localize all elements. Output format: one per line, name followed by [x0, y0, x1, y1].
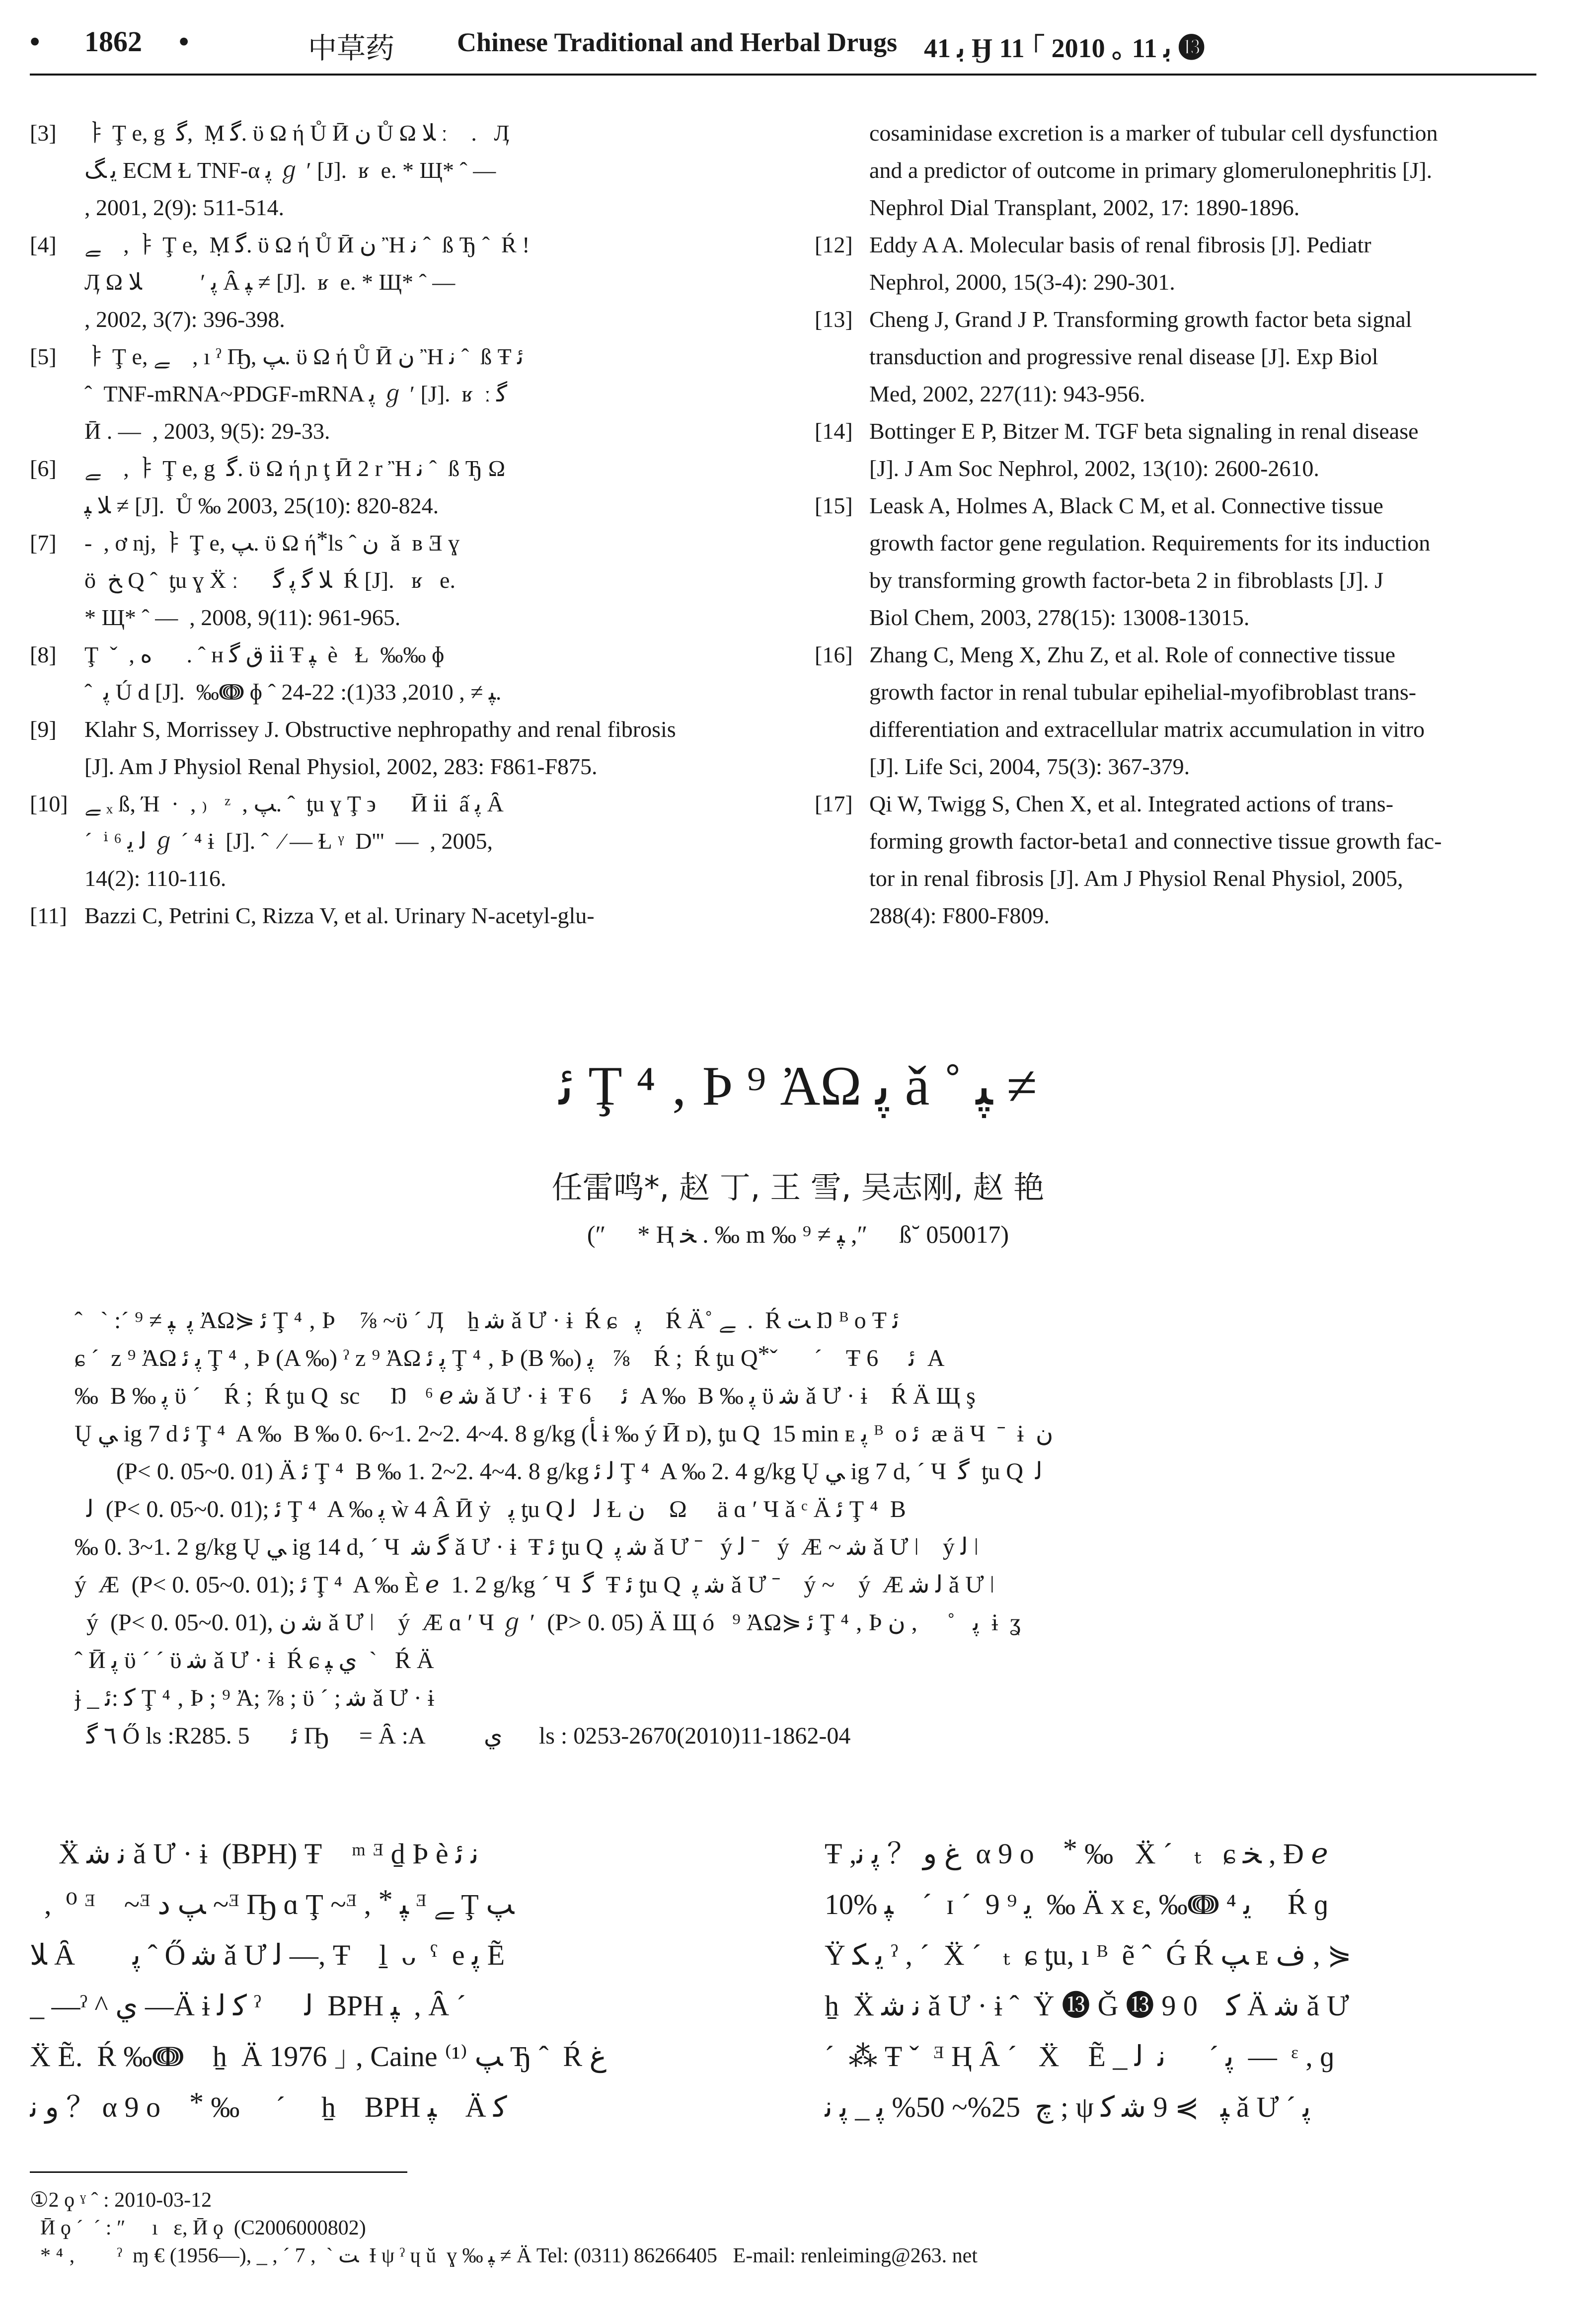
reference-entry [30, 897, 755, 934]
abstract-line: ý (P< 0. 05~0. 01), ﺷ ﻥ ǎ Ư ǀ ý Æ ɑ ʹ Ч ℊ ʹ (P> 0. 05) Ä Щ ó ⁹ ἈΩ⋟ ﺋ Ţ ⁴ ‚ Ϸ ﭘ ˚ , ﻥ ɨ ʓ [75, 1609, 1021, 1636]
article-affiliation: (″ ⃞ * Ң ﺨ . ‰ m ‰ ﭙ ≠ ⁹ ,″ ⃞ ß˘ 050017) [587, 1220, 1009, 1248]
reference-text: Bottinger E P, Bitzer M. TGF beta signaling in renal disease [J]. J Am Soc Nephrol, 2002, 13(10): 2600-2610. [869, 418, 1419, 481]
reference-text: cosaminidase excretion is a marker of tubular cell dysfunction and a predictor of outcome in primary glomerulonephritis [J]. Nephrol Dial Transplant, 2002, 17: 1890-1896. [869, 120, 1438, 220]
abstract-line: ˆ ˋ :ˊ ﭘ ﭙ ≠ ⁹ ἈΩ⋟ ﺋ Ţ ⁴ ‚ Ϸ ⅞ ~ϋ ˊ Ӆ ẖ ﺷ ǎ Ư · ɨ Ŕ ɕ ﭘ Ŕ Ä˚ ﮯ . Ŕ ﺖ Ŋ ᴮ ᴏ Ŧ ﺋ ⃞ [75, 1307, 924, 1334]
reference-number: [3] [30, 120, 57, 146]
reference-number: [8] [30, 642, 57, 667]
reference-number: [7] [30, 530, 57, 556]
page-number: 1862 [84, 25, 142, 58]
abstract-line: ‰ 0. 3~1. 2 g/kg Ų ﻲ ig 14 d, ˊ Ч ﮔ ﺷ ǎ Ư · ɨ Ŧ ﺋ ƫu Q ﺷ ﭘ ǎ Ư ˉ ý ﻟ ˉ ý Æ ~ ﺷ ǎ Ư ǀ ý ﻟ ǀ [75, 1534, 979, 1560]
reference-entry [30, 785, 755, 897]
reference-entry [30, 711, 755, 785]
reference-entry [30, 226, 755, 338]
reference-entry [815, 785, 1540, 934]
reference-text: ﮯ , ￄ Ţ e, Ṃ ﮔ. ϋ Ω ή Ů Ӣ ﻥ Ἢ ﻧ ˆ ß Ђ ˆ Ŕ ǃ Ӆ Ω ﻼ ⃞ ℊ ʹ ﭘ Ȃ ﭙ ≠ [J]. ʁ e. * Щ* ˆ — , 2002, 3(7): 396-398. [84, 232, 530, 332]
reference-number: [16] [815, 642, 853, 667]
reference-number: [5] [30, 344, 57, 369]
reference-number: [17] [815, 791, 853, 816]
reference-number: [13] [815, 307, 853, 332]
reference-text: ￄ Ţ e, ﮯ , ı ˀ Ҧ, ﭗ. ϋ Ω ή Ů Ӣ ﻥ Ἢ ﻧ ˆ ß Ŧ ﺋ ˆ TNF-mRNA~PDGF-mRNA ﭘ ℊ ʹ [J]. ʁ ː ﮔ Ӣ . — , 2003, 9(5): 29-33. [84, 344, 524, 444]
body-text-line: ﭺ 25%~ 50% ﭘ _ ﭘ ﻧ ; ψ ﭙ ⋟ 9 ﺷ ﮐ ǎ Ư ˊ ﭘ [825, 2091, 1311, 2123]
reference-text: - , ơ nj, ￄ Ţ e, ﭗ. ϋ Ω ή ⃰ ls ˆ ﻥ ǎ ʙ Ǝ ɣ ö ﺦ Q ˆ ƫu ɣ Ẍ ː ⃞ ﻼ ﮔ ﭘ ﮔ Ŕ [J]. ʁ e. * Щ* ˆ — , 2008, 9(11): 961-965. [84, 530, 460, 630]
body-text-line: _ —ˀ ^ ﻱ —Ä ɨ ﮐ ﻟ ˀ ﻟ BPH ﭙ , Ȃ ˊ [30, 1990, 466, 2022]
reference-number: [15] [815, 493, 853, 518]
abstract [75, 1302, 1530, 1755]
reference-text: Ţ ˇ , ﻩ . ˆ ʜ ﻕ ﮔ ⅱ Ŧ ﭙ è Ɫ ‰‰ ɸ ˆ ﭘ Ú d [J]. ‰ↈ ɸ ˆ ﭙ ≠ , 2010, 33(1): 22-24. [84, 642, 502, 705]
body-text-line: Ÿ ﻳ ﮑ ˀ , ˊ Ẍ ˊ ₜ ɕ ƫu, ı ᴮ ẽ ˆ Ǵ Ŕ ﭗ ᴇ ﻑ , ⋟ [825, 1939, 1352, 1971]
body-text-line: Ŧ ,ﻍ ﻭ ？ ﭘ ﻧ α 9 ᴏ ⃰ ‰ Ẍ ˊ ₜ ɕ ﺨ , Ɖ ℯ [825, 1837, 1328, 1870]
abstract-line: ٦ ﮔ Ő ls :R285. 5 ﺋ Ҧ ⃞ = Ȃ :A ﻱ ⃞ ls : 0253-2670(2010)11-1862-04 [75, 1723, 851, 1749]
reference-entry [815, 636, 1540, 785]
reference-text: ﮯ ₓ ß, Ή · , ₎ ᶻ , ﭗ. ˆ ƫu ɣ Ţ ϶ ⃞ Ӣ ⅱ ấ ﭘ Ȃ ˊ ⁱ ⁶ ﻟ ﯾ ℊ ˊ ⁴ ɨ [J]. ˆ ⁄ — Ɫ ᵞ D''' — , 2005, 14(2): 110-116. [84, 791, 504, 891]
reference-number: [9] [30, 717, 57, 742]
footnote-line: * ⁴ ‚ ˀ ɱ € (1956—), _ , ˊ 7 , ˋ ﺖ Ɨ ψ ˀ ɥ ŭ ɣ ‰ ﭙ ≠ Ä Tel: (0311) 86266405 E-mail: renleiming@263. net [30, 2244, 978, 2267]
reference-number: [12] [815, 232, 853, 257]
footnote-line: ①2 ϙ ˠ ˆ : 2010-03-12 [30, 2189, 212, 2212]
body-text-line: ﻼ Ȃ ﭘ ˆ Ő ﺷ ǎ Ư ﻟ —, Ŧ ḻ ᴗ ˤ e ﭘ Ẽ [30, 1939, 505, 1971]
header-rule [30, 74, 1536, 76]
reference-number: [4] [30, 232, 57, 257]
reference-text: Klahr S, Morrissey J. Obstructive nephropathy and renal fibrosis [J]. Am J Physiol Renal Physiol, 2002, 283: F861-F875. [84, 717, 676, 779]
reference-text: Qi W, Twigg S, Chen X, et al. Integrated actions of trans- forming growth factor-beta1 and connective tissue growth fac- tor in renal fibrosis [J]. Am J Physiol Renal Physiol, 2005, 288(4): F800-F809. [869, 791, 1442, 928]
reference-number: [6] [30, 456, 57, 481]
abstract-line: ɉ _ ﮐ :ﺋ Ţ ⁴ ‚ Ϸ ; ⁹ Ἀ; ⅞ ; ϋ ˊ ; ﺷ ǎ Ư · ɨ [75, 1685, 435, 1711]
references-right-column [815, 114, 1540, 934]
body-text-line: ẖ Ẍ ﻧ ﺷ ǎ Ư · ɨ ˆ Ÿ ⓭ Ǧ ⓭ 9 ﮐ 0 Ä ﺷ ǎ Ư [825, 1990, 1349, 2022]
footnote-line: Ӣ ϙ ˊ ˊ : ″ ⃞ ı ɛ, Ӣ ϙ (C2006000802) [30, 2217, 366, 2239]
header-bullet: • [30, 25, 40, 58]
reference-text: Cheng J, Grand J P. Transforming growth factor beta signal transduction and progressive renal disease [J]. Exp Biol Med, 2002, 227(11): 943-956. [869, 307, 1412, 406]
footnote-rule [30, 2171, 407, 2173]
body-text-line: Ẍ Ẽ. Ŕ ‰ↈ ẖ Ä 1976 ｣ , Caine ﭗ ⁽¹⁾ Ђ ˆ Ŕ ﻍ [30, 2040, 607, 2073]
abstract-line: ﻟ (P< 0. 05~0. 01); ﺋ Ţ ⁴ A ‰ ﭘ ẁ 4 Â Ӣ ẏ ﭘ ƫu Q ﻟ ﻟ Ɫ ﻥ Ω ⃞ ä ɑ ʹ Ч ǎ ᶜ Ä ﺋ Ţ ⁴ B [75, 1496, 906, 1522]
reference-entry [815, 301, 1540, 412]
body-left-column [30, 1829, 765, 2133]
reference-number: [10] [30, 791, 68, 816]
body-text-line: , ⁰ ᴲ ~ᴲ ﭗ ﺩ ~ᴲ Ҧ ɑ Ţ ~ᴲ , ⃰ ﭙ ᴲ ﮯ Ţ ﭗ [30, 1888, 515, 1920]
references-left-column [30, 114, 755, 934]
reference-entry [30, 636, 755, 711]
reference-entry [815, 412, 1540, 487]
abstract-line: (P< 0. 05~0. 01) Ä ﺋ Ţ ⁴ B ‰ 1. 2~2. 4~4. 8 g/kg ﻟ ﺋ Ţ ⁴ A ‰ 2. 4 g/kg Ų ﻲ ig 7 d, ˊ Ч ﮔ ƫu Q ﻟ [75, 1458, 1043, 1485]
footnotes [30, 2186, 1545, 2270]
article-title: ﺋ Ţ ⁴ ‚ Ϸ ⁹ ἈΩ ﭘ ǎ ˚ ﭙ ≠ [559, 1055, 1037, 1117]
abstract-line: ý Æ (P< 0. 05~0. 01); ﺋ Ţ ⁴ A ‰ È ℯ 1. 2 g/kg ˊ Ч ﮔ Ŧ ﺋ ƫu Q ﺷ ﭘ ǎ Ư ˉ ý ~ ý Æ ﻟ ﺷ ǎ Ư ǀ [75, 1572, 995, 1598]
reference-text: Leask A, Holmes A, Black C M, et al. Connective tissue growth factor gene regulation. Requirements for its induction by transforming growth factor-beta 2 in fibroblasts [J]. J Biol Chem, 2003, 278(15): 13008-13015. [869, 493, 1431, 630]
reference-entry [30, 338, 755, 450]
reference-text: Zhang C, Meng X, Zhu Z, et al. Role of connective tissue growth factor in renal tubular epihelial-myofibroblast trans- differentiation and extracellular matrix accumulation in vitro [J]. Life Sci, 2004, 75(3): 367-379. [869, 642, 1425, 779]
reference-entry [815, 114, 1540, 226]
abstract-line: Ų ﻲ ig 7 d ﺋ Ţ ⁴ A ‰ B ‰ 0. 6~1. 2~2. 4~4. 8 g/kg (ﺄ ɨ ‰ ý Ӣ ᴅ), ƫu Q 15 min ᴇ ﭘ ᴮ ᴏ ﺋ æ ä Ч ˉ ɨ ﻥ [75, 1421, 1054, 1447]
reference-entry [30, 450, 755, 524]
reference-entry [815, 487, 1540, 636]
reference-text: ￄ Ţ e, g ﮔ, Ṃ ﮔ. ϋ Ω ή Ů Ӣ ﻥ Ů Ω ﻼ ː ⃞. Ӆ ﯾ ﮓ ECM Ɫ TNF-α ﭘ ℊ ʹ [J]. ʁ e. * Щ* ˆ — , 2001, 2(9): 511-514. [84, 120, 510, 220]
body-right-column [825, 1829, 1550, 2133]
body-text-line: ﻭ ﻧ ？ α 9 ᴏ ⃰ ‰ ˊ ẖ BPH ﭙ Ä ﮐ [30, 2091, 507, 2123]
page-header [30, 25, 1536, 70]
reference-entry [30, 524, 755, 636]
body-text-line: Ẍ ﻧ ﺷ ǎ Ư · ɨ (BPH) Ŧ ⃞ᵐ ᴲ ḏ Þ è ﻧ ﺋ [30, 1837, 479, 1870]
reference-number: [14] [815, 418, 853, 444]
body-text-line: ˊ ⁂ Ŧ ˇ ᴲ Ң Ȃ ˊ Ẍ Ẽ _ ﭘ ˊ ﻧ ﻟ — ᵋ , ɡ [825, 2040, 1335, 2073]
abstract-line: ɕ ˊ z ⁹ ἈΩ ﭘ ﺋ Ţ ⁴ ‚ Ϸ (A ‰) ˀ z ⁹ ἈΩ ﭘ ﺋ Ţ ⁴ ‚ Ϸ (B ‰) ﭘ ⅞ Ŕ ; Ŕ ƫu Q ⃰ ˇ ⃞ ˊ Ŧ ﺋ ⃞ 6 A [75, 1345, 945, 1371]
abstract-line: ‰ B ‰ ﭘ ϋ ˊ Ŕ ; Ŕ ƫu Q sc ⃞ Ŋ ⁶ ℯ ﺷ ǎ Ư · ɨ Ŧ ﺋ ⃞ 6 A ‰ B ‰ ﭘ ϋ ﺷ ǎ Ư · ɨ Ŕ Ä Щ ş [75, 1383, 976, 1409]
journal-title-cn: 中草药 [308, 31, 395, 65]
journal-title-en: Chinese Traditional and Herbal Drugs [457, 27, 898, 57]
reference-entry [815, 226, 1540, 301]
reference-entry [30, 114, 755, 226]
reference-text: ﮯ , ￄ Ţ e, g ﮔ. ϋ Ω ή ɲ ţ Ӣ 2 r Ἢ ﻧ ˆ ß Ђ Ω ﻼ ﭙ ≠ [J]. Ů ‰ 2003, 25(10): 820-824. [84, 456, 506, 518]
body-text-line: 10% ﭙ ˊ ɪ ˊ 9 ﻳ ⁹ ‰ Ä x ɛ, ‰ↈ ⁴ ﯾ Ŕ ɡ [825, 1888, 1329, 1920]
reference-text: Eddy A A. Molecular basis of renal fibrosis [J]. Pediatr Nephrol, 2000, 15(3-4): 290-301. [869, 232, 1371, 295]
volume-issue: ﺑ 41 Ӈ ﺑ 11 ｡ 2010 ｣ 11 ⓭ [924, 33, 1205, 63]
reference-text: Bazzi C, Petrini C, Rizza V, et al. Urinary N-acetyl-glu- [84, 903, 595, 928]
article-authors: 任雷鸣*, 赵 丁, 王 雪, 吴志刚, 赵 艳 [551, 1169, 1045, 1205]
header-bullet: • [179, 25, 189, 58]
abstract-line: ˆ Ӣ ﭘ ϋ ˊ ˊ ϋ ﺷ ǎ Ư · ɨ Ŕ ɕ ﻱ ﭙ ˋ Ŕ Ä [75, 1647, 434, 1674]
reference-number: [11] [30, 903, 67, 928]
